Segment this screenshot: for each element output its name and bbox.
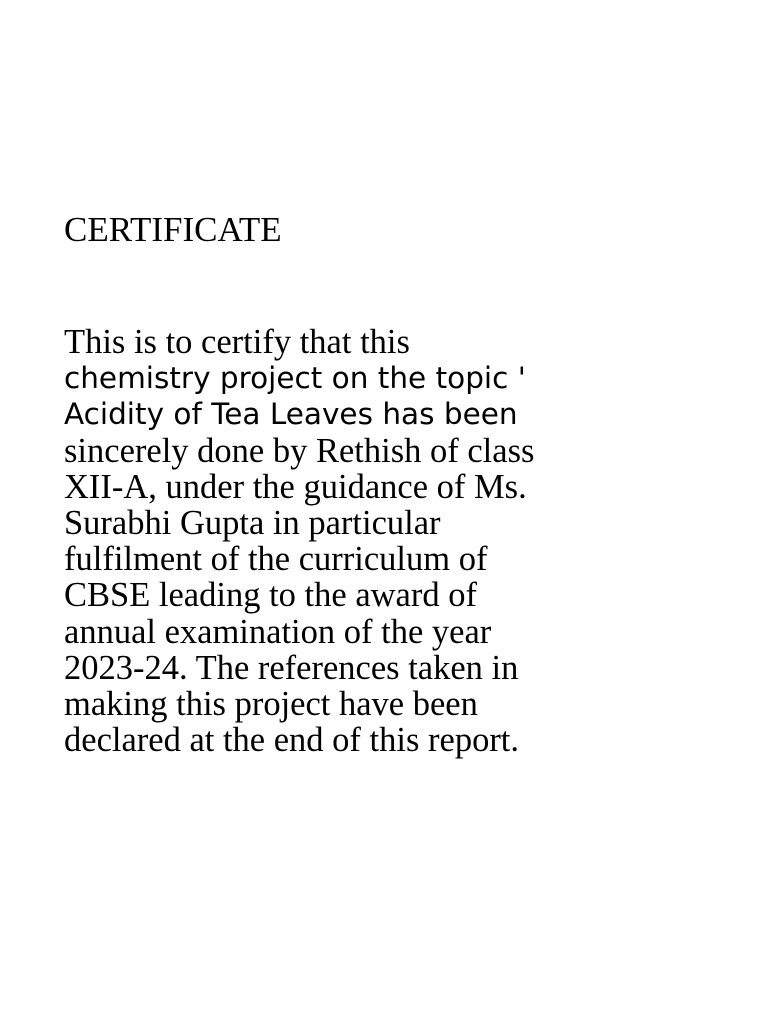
certificate-line: This is to certify that this [64, 323, 410, 361]
certificate-title: CERTIFICATE [64, 210, 282, 249]
certificate-line: 2023-24. The references taken in [64, 648, 519, 687]
certificate-line: XII-A, under the guidance of Ms. [64, 467, 527, 506]
certificate-line: annual examination of the year [64, 612, 492, 651]
certificate-line: sincerely done by Rethish of class [64, 431, 535, 470]
certificate-line: Acidity of Tea Leaves has been [64, 397, 518, 432]
certificate-line: making this project have been [64, 684, 478, 723]
certificate-line: CBSE leading to the award of [64, 576, 477, 615]
certificate-line: declared at the end of this report. [64, 721, 520, 760]
certificate-line: Surabhi Gupta in particular [64, 503, 441, 542]
certificate-line: chemistry project on the topic ' [64, 361, 526, 396]
certificate-line: fulfilment of the curriculum of [64, 540, 488, 579]
certificate-body [64, 324, 754, 758]
